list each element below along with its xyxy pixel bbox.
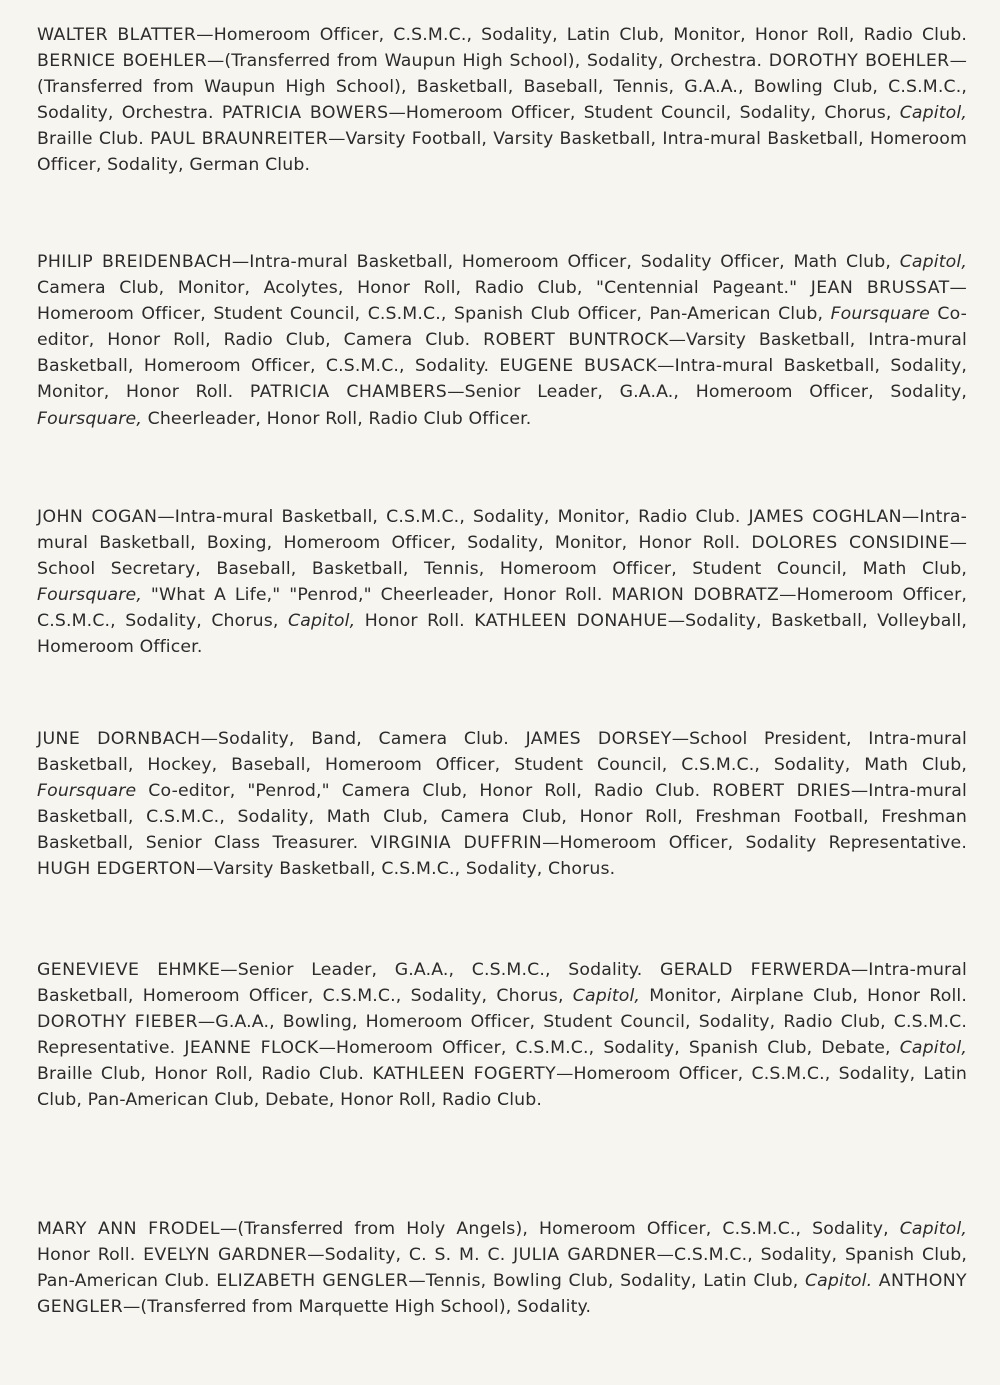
publication-title: Capitol, bbox=[287, 611, 356, 632]
student-activities: —C.S.M.C., Sodality, Spanish Club, Pan-American Club. bbox=[37, 1245, 968, 1292]
publication-title: Capitol, bbox=[899, 103, 967, 124]
student-activities: Co-editor, Honor Roll, Radio Club, Camera Club. bbox=[37, 304, 967, 351]
student-activities: —Varsity Football, Varsity Basketball, Intra-mural Basketball, Homeroom Officer, Sodality, German Club. bbox=[37, 129, 967, 176]
student-activities: Braille Club, Honor Roll, Radio Club. bbox=[37, 1064, 365, 1085]
student-name: JULIA GARDNER bbox=[513, 1245, 657, 1266]
publication-title: Foursquare, bbox=[37, 408, 142, 429]
student-name: GENEVIEVE EHMKE bbox=[37, 960, 221, 980]
student-activities: —Tennis, Bowling Club, Sodality, Latin Club, bbox=[408, 1271, 805, 1292]
senior-bio-paragraph bbox=[37, 1216, 967, 1320]
student-entry bbox=[37, 51, 762, 71]
student-activities: —Homeroom Officer, C.S.M.C., Sodality, Spanish Club, Debate, bbox=[318, 1038, 900, 1059]
student-name: PAUL BRAUNREITER bbox=[150, 129, 329, 150]
student-activities: —Senior Leader, G.A.A., Homeroom Officer, Sodality, bbox=[447, 382, 967, 403]
publication-title: Foursquare bbox=[37, 781, 137, 802]
student-entry bbox=[37, 729, 509, 749]
student-activities: —Homeroom Officer, C.S.M.C., Sodality, Latin Club, Monitor, Honor Roll, Radio Club. bbox=[196, 25, 967, 45]
student-activities: —(Transferred from Waupun High School), Sodality, Orchestra. bbox=[206, 51, 763, 72]
student-name: JUNE DORNBACH bbox=[37, 729, 201, 749]
student-name: EUGENE BUSACK bbox=[499, 356, 658, 377]
student-entry bbox=[216, 1271, 872, 1291]
student-name: JAMES COGHLAN bbox=[748, 507, 902, 527]
student-activities: —Homeroom Officer, Student Council, C.S.M.C., Spanish Club Officer, Pan-American Club, bbox=[37, 278, 967, 325]
student-activities: —(Transferred from Waupun High School), Basketball, Baseball, Tennis, G.A.A., Bowling Club, C.S.M.C., Sodality, Orchestra. bbox=[37, 51, 967, 124]
publication-title: Foursquare bbox=[830, 304, 930, 325]
student-activities: Co-editor, "Penrod," Camera Club, Honor Roll, Radio Club. bbox=[136, 781, 701, 802]
publication-title: Capitol. bbox=[804, 1271, 873, 1292]
student-name: JEAN BRUSSAT bbox=[810, 278, 950, 299]
senior-bio-paragraph bbox=[37, 504, 967, 661]
student-name: ROBERT BUNTROCK bbox=[483, 330, 669, 351]
student-activities: —G.A.A., Bowling, Homeroom Officer, Student Council, Sodality, Radio Club, C.S.M.C. Representative. bbox=[37, 1012, 967, 1059]
student-entry bbox=[37, 960, 642, 980]
student-name: KATHLEEN DONAHUE bbox=[474, 611, 668, 632]
student-name: MARY ANN FRODEL bbox=[37, 1219, 220, 1239]
student-name: JAMES DORSEY bbox=[525, 729, 672, 749]
student-entry bbox=[37, 859, 615, 879]
student-name: PATRICIA CHAMBERS bbox=[249, 382, 448, 403]
student-name: ELIZABETH GENGLER bbox=[216, 1271, 409, 1292]
student-activities: —Intra-mural Basketball, Sodality, Monitor, Honor Roll. bbox=[37, 356, 967, 403]
student-activities: —School Secretary, Baseball, Basketball, Tennis, Homeroom Officer, Student Council, Math Club, bbox=[37, 533, 967, 580]
student-name: MARION DOBRATZ bbox=[611, 585, 780, 606]
student-activities: —Intra-mural Basketball, C.S.M.C., Sodality, Monitor, Radio Club. bbox=[157, 507, 741, 527]
senior-bio-paragraph bbox=[37, 957, 967, 1114]
publication-title: Capitol, bbox=[899, 252, 967, 272]
student-name: WALTER BLATTER bbox=[37, 25, 197, 45]
student-name: PATRICIA BOWERS bbox=[221, 103, 389, 124]
student-entry bbox=[37, 507, 740, 527]
student-name: VIRGINIA DUFFRIN bbox=[370, 833, 543, 854]
student-entry bbox=[143, 1245, 505, 1265]
student-name: DOROTHY FIEBER bbox=[37, 1012, 198, 1033]
senior-bio-paragraph bbox=[37, 249, 967, 432]
student-activities: —Homeroom Officer, C.S.M.C., Sodality, Latin Club, Pan-American Club, Debate, Honor Roll, Radio Club. bbox=[37, 1064, 968, 1111]
student-activities: —Homeroom Officer, Student Council, Sodality, Chorus, bbox=[388, 103, 900, 124]
student-activities: —School President, Intra-mural Basketball, Hockey, Baseball, Homeroom Officer, Student Council, C.S.M.C., Sodality, Math Club, bbox=[37, 729, 967, 776]
student-activities: —(Transferred from Marquette High School), Sodality. bbox=[122, 1297, 592, 1318]
senior-bio-paragraph bbox=[37, 22, 967, 179]
student-name: JOHN COGAN bbox=[37, 507, 158, 527]
student-activities: —(Transferred from Holy Angels), Homeroom Officer, C.S.M.C., Sodality, bbox=[219, 1219, 900, 1239]
student-name: KATHLEEN FOGERTY bbox=[372, 1064, 557, 1085]
publication-title: Capitol, bbox=[899, 1038, 967, 1059]
student-activities: Monitor, Airplane Club, Honor Roll. bbox=[640, 986, 967, 1007]
student-activities: —Senior Leader, G.A.A., C.S.M.C., Sodality. bbox=[220, 960, 643, 980]
student-activities: —Intra-mural Basketball, Homeroom Officer, C.S.M.C., Sodality, Chorus, bbox=[37, 960, 967, 1007]
student-name: ANTHONY GENGLER bbox=[37, 1271, 967, 1318]
publication-title: Capitol, bbox=[572, 986, 641, 1007]
student-activities: "What A Life," "Penrod," Cheerleader, Honor Roll. bbox=[141, 585, 603, 606]
student-name: ROBERT DRIES bbox=[712, 781, 851, 802]
student-activities: —Intra-mural Basketball, C.S.M.C., Sodality, Math Club, Camera Club, Honor Roll, Freshman Football, Freshman Basketball, Senior Class Treasurer. bbox=[37, 781, 967, 854]
student-name: EVELYN GARDNER bbox=[143, 1245, 308, 1266]
student-activities: —Intra-mural Basketball, Homeroom Officer, Sodality Officer, Math Club, bbox=[231, 252, 900, 272]
student-entry bbox=[37, 129, 967, 175]
student-name: HUGH EDGERTON bbox=[37, 859, 197, 880]
student-activities: Camera Club, Monitor, Acolytes, Honor Roll, Radio Club, "Centennial Pageant." bbox=[37, 278, 798, 299]
student-activities: —Sodality, Band, Camera Club. bbox=[200, 729, 509, 749]
student-activities: —Sodality, C. S. M. C. bbox=[307, 1245, 506, 1266]
student-name: BERNICE BOEHLER bbox=[37, 51, 207, 72]
student-activities: —Homeroom Officer, Sodality Representative. bbox=[542, 833, 967, 854]
student-entry bbox=[370, 833, 966, 853]
student-name: DOROTHY BOEHLER bbox=[768, 51, 950, 72]
student-name: GERALD FERWERDA bbox=[660, 960, 851, 980]
publication-title: Capitol, bbox=[899, 1219, 967, 1239]
student-activities: Honor Roll. bbox=[355, 611, 465, 632]
student-name: DOLORES CONSIDINE bbox=[751, 533, 950, 554]
student-entry bbox=[37, 25, 967, 45]
student-name: JEANNE FLOCK bbox=[184, 1038, 319, 1059]
publication-title: Foursquare, bbox=[37, 585, 142, 606]
senior-bio-paragraph bbox=[37, 726, 967, 883]
student-activities: —Varsity Basketball, Intra-mural Basketball, Homeroom Officer, C.S.M.C., Sodality. bbox=[37, 330, 967, 377]
student-activities: —Homeroom Officer, C.S.M.C., Sodality, Chorus, bbox=[37, 585, 967, 632]
student-activities: Cheerleader, Honor Roll, Radio Club Officer. bbox=[141, 408, 532, 429]
student-activities: —Varsity Basketball, C.S.M.C., Sodality, Chorus. bbox=[196, 859, 616, 880]
student-activities: Braille Club. bbox=[37, 129, 144, 150]
student-name: PHILIP BREIDENBACH bbox=[37, 252, 232, 272]
student-activities: —Intra-mural Basketball, Boxing, Homeroom Officer, Sodality, Monitor, Honor Roll. bbox=[37, 507, 967, 554]
student-activities: Honor Roll. bbox=[37, 1245, 136, 1266]
student-activities: —Sodality, Basketball, Volleyball, Homeroom Officer. bbox=[37, 611, 967, 658]
